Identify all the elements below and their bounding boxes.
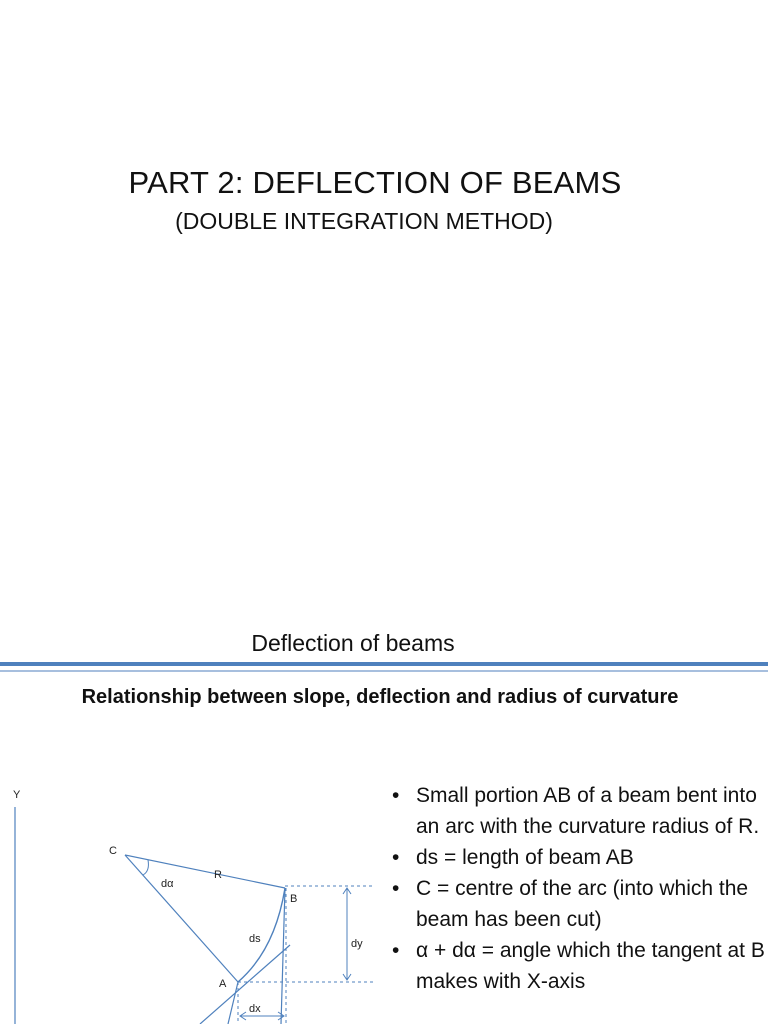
d-alpha-label: dα xyxy=(161,878,174,890)
angle-arc xyxy=(143,860,148,875)
bullet-text: α + dα = angle which the tangent at B makes with X-axis xyxy=(416,939,765,993)
point-a-label: A xyxy=(219,978,227,990)
bullet-text: Small portion AB of a beam bent into an arc with the curvature radius of R. xyxy=(416,784,760,838)
dx-label: dx xyxy=(249,1003,261,1015)
bullet-marker: • xyxy=(392,784,400,807)
tangent-at-b xyxy=(281,888,285,1024)
point-b-label: B xyxy=(290,893,298,905)
bullet-item xyxy=(388,842,768,873)
bullet-marker: • xyxy=(392,939,400,962)
beam-arc xyxy=(238,888,285,982)
title-rule-thin xyxy=(0,670,768,672)
beam-curvature-diagram xyxy=(0,775,380,1024)
bullet-item xyxy=(388,873,768,935)
slide-title: PART 2: DEFLECTION OF BEAMS xyxy=(128,165,622,200)
radius-label: R xyxy=(214,869,222,881)
y-axis-label: Y xyxy=(13,789,21,801)
point-c-label: C xyxy=(109,845,117,857)
bullet-list xyxy=(388,780,768,997)
section-heading: Relationship between slope, deflection and radius of curvature xyxy=(81,686,679,708)
radius-line-cb xyxy=(125,855,285,888)
bullet-marker: • xyxy=(392,877,400,900)
content-slide xyxy=(0,600,768,1024)
ds-label: ds xyxy=(249,933,261,945)
bullet-item xyxy=(388,935,768,997)
arc-extension xyxy=(228,982,238,1024)
title-rule-thick xyxy=(0,662,768,666)
bullet-text: ds = length of beam AB xyxy=(416,846,634,869)
dy-label: dy xyxy=(351,938,363,950)
bullet-marker: • xyxy=(392,846,400,869)
bullet-item xyxy=(388,780,768,842)
slide-subtitle: (DOUBLE INTEGRATION METHOD) xyxy=(175,208,553,234)
content-slide-title: Deflection of beams xyxy=(251,630,455,656)
bullet-text: C = centre of the arc (into which the beam has been cut) xyxy=(416,877,749,931)
